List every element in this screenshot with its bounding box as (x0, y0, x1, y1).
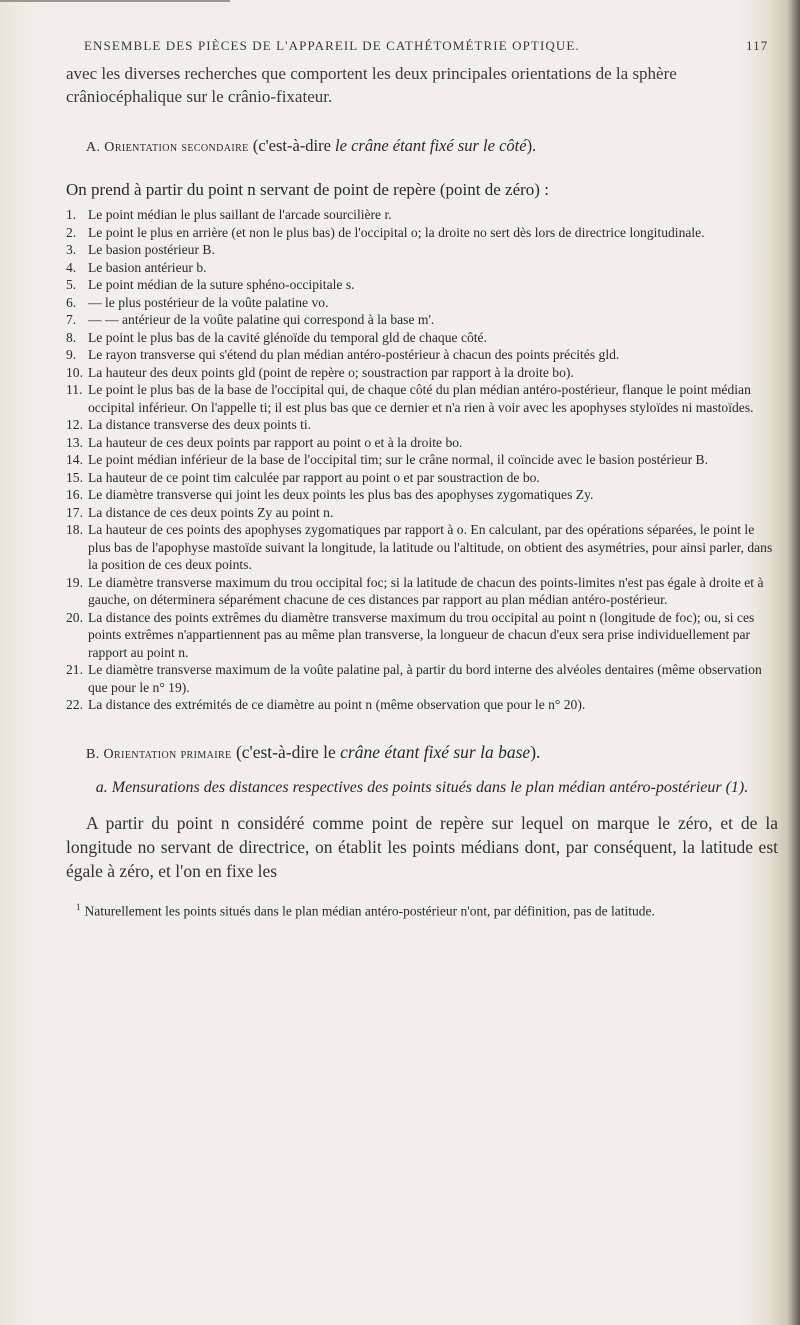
criterion-item (66, 416, 778, 434)
criterion-item (66, 346, 778, 364)
criterion-number: 3. (66, 242, 77, 257)
criterion-text: La hauteur des deux points gld (point de repère o; soustraction par rapport à la droite bo). (88, 364, 574, 380)
binding-edge (786, 0, 800, 1325)
criterion-text: Le diamètre transverse maximum du trou occipital foc; si la latitude de chacun des points-limites n'est pas égale à droite et à gauche, on déterminera séparément chacune de ces distances par rapport au plan médian antéro-postérieur. (88, 574, 764, 607)
criterion-item (66, 241, 778, 259)
page-content (66, 62, 778, 919)
criterion-number: 13. (66, 434, 83, 450)
section-b-paren-end: ). (530, 741, 541, 762)
section-a-heading (66, 135, 778, 159)
criterion-number: 21. (66, 662, 83, 677)
criterion-text: Le diamètre transverse qui joint les deux points les plus bas des apophyses zygomatiques Zy. (88, 487, 594, 502)
criterion-text: La hauteur de ce point tim calculée par rapport au point o et par soustraction de bo. (88, 469, 540, 485)
criterion-item (66, 276, 778, 294)
criterion-number: 9. (66, 347, 77, 362)
criterion-item (66, 206, 778, 224)
criterion-text: Le rayon transverse qui s'étend du plan médian antéro-postérieur à chacun des points précités gld. (88, 347, 620, 362)
criterion-text: Le point le plus en arrière (et non le plus bas) de l'occipital o; la droite no sert dès lors de directrice longitudinale. (88, 224, 705, 240)
criterion-number: 5. (66, 277, 77, 292)
criterion-text: Le point le plus bas de la cavité glénoïde du temporal gld de chaque côté. (88, 329, 487, 345)
criterion-text: La hauteur de ces points des apophyses zygomatiques par rapport à o. En calculant, par des opérations séparées, le point le plus bas de l'apophyse mastoïde suivant la longitude, la latitude ou l'altitude, on obtient des asymétries, pour ainsi parler, dans la position de ces deux points. (88, 522, 773, 572)
criterion-number: 16. (66, 487, 83, 502)
criterion-text: La distance de ces deux points Zy au point n. (88, 504, 334, 520)
criterion-item (66, 696, 778, 714)
subsection-heading: a. Mensurations des distances respectives des points situés dans le plan médian antéro-postérieur (1). (95, 778, 749, 796)
criterion-number: 18. (66, 522, 83, 537)
criterion-text: Le point médian de la suture sphéno-occipitale s. (88, 277, 355, 292)
criterion-text: La distance des extrémités de ce diamètre au point n (même observation que pour le n° 20). (88, 697, 586, 712)
criterion-number: 8. (66, 329, 77, 345)
criteria-list (66, 206, 778, 714)
criterion-item (66, 486, 778, 504)
criterion-number: 4. (66, 259, 77, 275)
criterion-number: 22. (66, 697, 83, 712)
section-b-heading (66, 740, 778, 767)
criterion-number: 12. (66, 417, 83, 432)
criterion-number: 7. (66, 312, 77, 327)
criterion-item (66, 609, 778, 662)
criterion-number: 1. (66, 207, 77, 222)
criterion-item (66, 364, 778, 382)
section-a-paren-end: ). (526, 136, 537, 155)
footnote-text: Naturellement les points situés dans le plan médian antéro-postérieur n'ont, par définition, pas de latitude. (84, 903, 655, 918)
criterion-item (66, 294, 778, 312)
top-rule (0, 0, 230, 2)
criterion-number: 17. (66, 504, 83, 520)
criterion-number: 2. (66, 224, 77, 240)
criterion-text: Le basion antérieur b. (88, 259, 207, 275)
criterion-number: 15. (66, 469, 83, 485)
section-b-paren-start: (c'est-à-dire le (235, 741, 341, 762)
criterion-item (66, 574, 778, 609)
criterion-text: La distance transverse des deux points ti. (88, 417, 312, 432)
section-a-label: A. Orientation secondaire (86, 140, 249, 155)
section-a-italic: le crâne étant fixé sur le côté (335, 136, 527, 155)
criterion-text: Le point le plus bas de la base de l'occipital qui, de chaque côté du plan médian antéro-postérieur, flanque le point médian occipital inférieur. On l'appelle ti; il est plus bas que ce dernier et n'a rien à voir avec les apophyses styloïdes ni mastoïdes. (88, 382, 754, 415)
criterion-text: Le basion postérieur B. (88, 242, 215, 257)
criterion-number: 10. (66, 364, 83, 380)
criterion-text: La hauteur de ces deux points par rapport au point o et à la droite bo. (88, 434, 463, 450)
intro-paragraph: avec les diverses recherches que comportent les deux principales orientations de la sphère crâniocéphalique sur le crânio-fixateur. (66, 64, 677, 106)
criterion-item (66, 521, 778, 574)
criterion-text: Le diamètre transverse maximum de la voûte palatine pal, à partir du bord interne des alvéoles dentaires (même observation que pour le n° 19). (88, 662, 762, 695)
criterion-item (66, 381, 778, 416)
criterion-text: — le plus postérieur de la voûte palatine vo. (88, 294, 329, 310)
criterion-number: 14. (66, 452, 83, 467)
criterion-item (66, 504, 778, 522)
criterion-text: Le point médian inférieur de la base de l'occipital tim; sur le crâne normal, il coïncide avec le basion postérieur B. (88, 452, 708, 467)
section-a-paren-start: (c'est-à-dire (252, 136, 336, 155)
criterion-text: — — antérieur de la voûte palatine qui correspond à la base m'. (88, 312, 435, 327)
criterion-item (66, 434, 778, 452)
page-number: 117 (746, 38, 769, 53)
criterion-item (66, 469, 778, 487)
criterion-item (66, 259, 778, 277)
footnote-mark: 1 (76, 901, 81, 912)
footnote (66, 899, 778, 920)
criterion-number: 11. (66, 382, 83, 397)
criterion-item (66, 451, 778, 469)
criterion-number: 6. (66, 294, 77, 310)
criterion-item (66, 311, 778, 329)
criterion-item (66, 661, 778, 696)
criterion-item (66, 224, 778, 242)
criterion-text: La distance des points extrêmes du diamètre transverse maximum du trou occipital au point n (longitude de foc); ou, si ces points extrêmes n'appartiennent pas au même plan transverse, la longueur de chacun d'eux sera prise individuellement par rapport au point n. (88, 609, 755, 660)
lead-paragraph: On prend à partir du point n servant de point de repère (point de zéro) : (66, 180, 549, 199)
section-b-italic: crâne étant fixé sur la base (340, 741, 531, 762)
body-paragraph: A partir du point n considéré comme point de repère sur lequel on marque le zéro, et de la longitude no servant de directrice, on établit les points médians dont, par conséquent, la latitude est égale à zéro, et l'on en fixe les (66, 812, 778, 881)
running-title: ENSEMBLE DES PIÈCES DE L'APPAREIL DE CATHÉTOMÉTRIE OPTIQUE. (84, 38, 580, 53)
criterion-number: 19. (66, 574, 83, 590)
section-b-label: B. Orientation primaire (86, 746, 232, 762)
criterion-item (66, 329, 778, 347)
criterion-number: 20. (66, 609, 83, 625)
criterion-text: Le point médian le plus saillant de l'arcade sourcilière r. (88, 207, 392, 222)
